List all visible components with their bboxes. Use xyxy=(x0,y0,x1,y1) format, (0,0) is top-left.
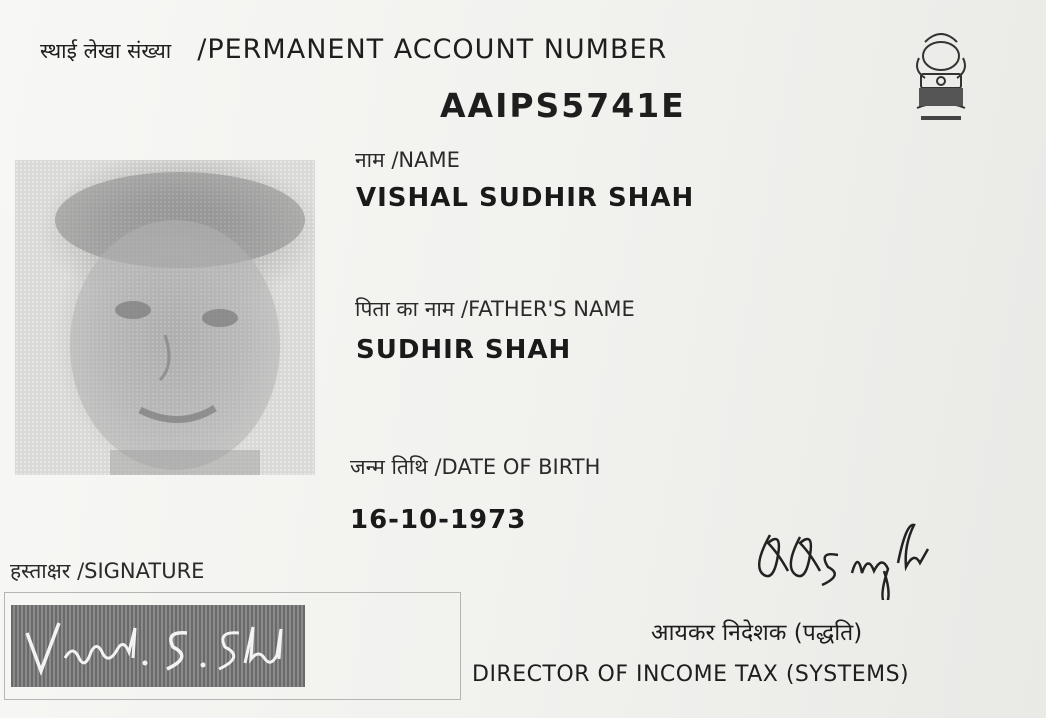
name-label xyxy=(355,146,460,174)
name-label-english: /NAME xyxy=(391,148,460,172)
name-value: VISHAL SUDHIR SHAH xyxy=(356,183,695,213)
dob-label-hindi: जन्म तिथि xyxy=(350,455,428,479)
signature-box xyxy=(4,592,461,700)
dob-label-english: /DATE OF BIRTH xyxy=(434,455,601,479)
pan-label xyxy=(40,34,667,65)
signature-label-hindi: हस्ताक्षर xyxy=(10,559,71,583)
signature-label xyxy=(10,557,204,585)
photo-portrait xyxy=(15,160,315,475)
father-name-value: SUDHIR SHAH xyxy=(356,335,572,365)
signature-label-english: /SIGNATURE xyxy=(77,559,205,583)
dob-value: 16-10-1973 xyxy=(350,505,527,535)
holder-signature xyxy=(17,603,305,687)
pan-number: AAIPS5741E xyxy=(440,86,686,125)
director-title-hindi: आयकर निदेशक (पद्धति) xyxy=(651,620,863,646)
pan-label-english: /PERMANENT ACCOUNT NUMBER xyxy=(197,34,668,65)
dob-label xyxy=(350,453,600,481)
pan-label-hindi: स्थाई लेखा संख्या xyxy=(40,39,172,63)
national-emblem-icon xyxy=(905,24,977,136)
father-label-hindi: पिता का नाम xyxy=(355,297,455,321)
holder-photo xyxy=(15,160,315,475)
name-label-hindi: नाम xyxy=(355,148,385,172)
director-title-english: DIRECTOR OF INCOME TAX (SYSTEMS) xyxy=(472,662,910,687)
father-label-english: /FATHER'S NAME xyxy=(461,297,635,321)
director-signature xyxy=(748,515,958,600)
father-name-label xyxy=(355,295,635,323)
